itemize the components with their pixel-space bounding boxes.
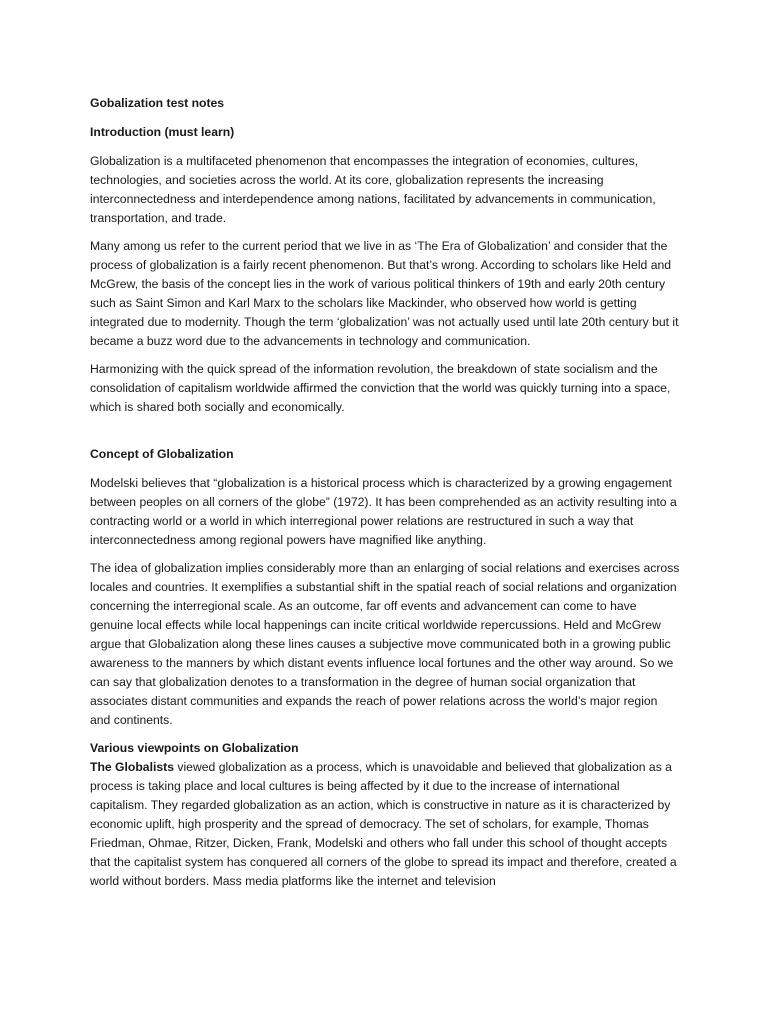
concept-paragraph-2: The idea of globalization implies considerably more than an enlarging of social relations and exercises across locales and countries. It exemplifies a substantial shift in the spatial reach of social relations and organization concerning the interregional scale. As an outcome, far off events and advancement can come to have genuine local effects while local happenings can incite critical worldwide repercussions. Held and McGrew argue that Globalization along these lines causes a subjective move communicated both in a growing public awareness to the manners by which distant events influence local fortunes and the other way around. So we can say that globalization denotes to a transformation in the degree of human social organization that associates distant communities and expands the reach of power relations across the world’s major region and continents.	[90, 561, 680, 727]
section-spacer	[90, 426, 680, 445]
globalists-paragraph	[90, 758, 680, 891]
document-title: Gobalization test notes	[90, 96, 225, 110]
document-page	[90, 94, 680, 900]
introduction-heading: Introduction (must learn)	[90, 125, 235, 139]
introduction-paragraph-2: Many among us refer to the current period that we live in as ‘The Era of Globalization’ and consider that the process of globalization is a fairly recent phenomenon. But that’s wrong. According to scholars like Held and McGrew, the basis of the concept lies in the work of various political thinkers of 19th and early 20th century such as Saint Simon and Karl Marx to the scholars like Mackinder, who observed how world is getting integrated due to modernity. Though the term ‘globalization’ was not actually used until late 20th century but it became a buzz word due to the advancements in technology and communication.	[90, 239, 679, 348]
concept-paragraph-1: Modelski believes that “globalization is a historical process which is characterized by a growing engagement between peoples on all corners of the globe” (1972). It has been comprehended as an activity resulting into a contracting world or a world in which interregional power relations are restructured in such a way that interconnectedness among regional powers have magnified like anything.	[90, 476, 677, 547]
viewpoints-heading: Various viewpoints on Globalization	[90, 741, 299, 755]
introduction-paragraph-1: Globalization is a multifaceted phenomenon that encompasses the integration of economies, cultures, technologies, and societies across the world. At its core, globalization represents the increasing interconnectedness and interdependence among nations, facilitated by advancements in communication, transportation, and trade.	[90, 154, 656, 225]
globalists-text: viewed globalization as a process, which is unavoidable and believed that globalization as a process is taking place and local cultures is being affected by it due to the increase of international capitalism. They regarded globalization as an action, which is constructive in nature as it is characterized by economic uplift, high prosperity and the spread of democracy. The set of scholars, for example, Thomas Friedman, Ohmae, Ritzer, Dicken, Frank, Modelski and others who fall under this school of thought accepts that the capitalist system has conquered all corners of the globe to spread its impact and therefore, created a world without borders. Mass media platforms like the internet and television	[90, 760, 677, 888]
concept-heading: Concept of Globalization	[90, 447, 234, 461]
introduction-paragraph-3: Harmonizing with the quick spread of the information revolution, the breakdown of state socialism and the consolidation of capitalism worldwide affirmed the conviction that the world was quickly turning into a space, which is shared both socially and economically.	[90, 362, 671, 414]
globalists-lead: The Globalists	[90, 760, 174, 774]
